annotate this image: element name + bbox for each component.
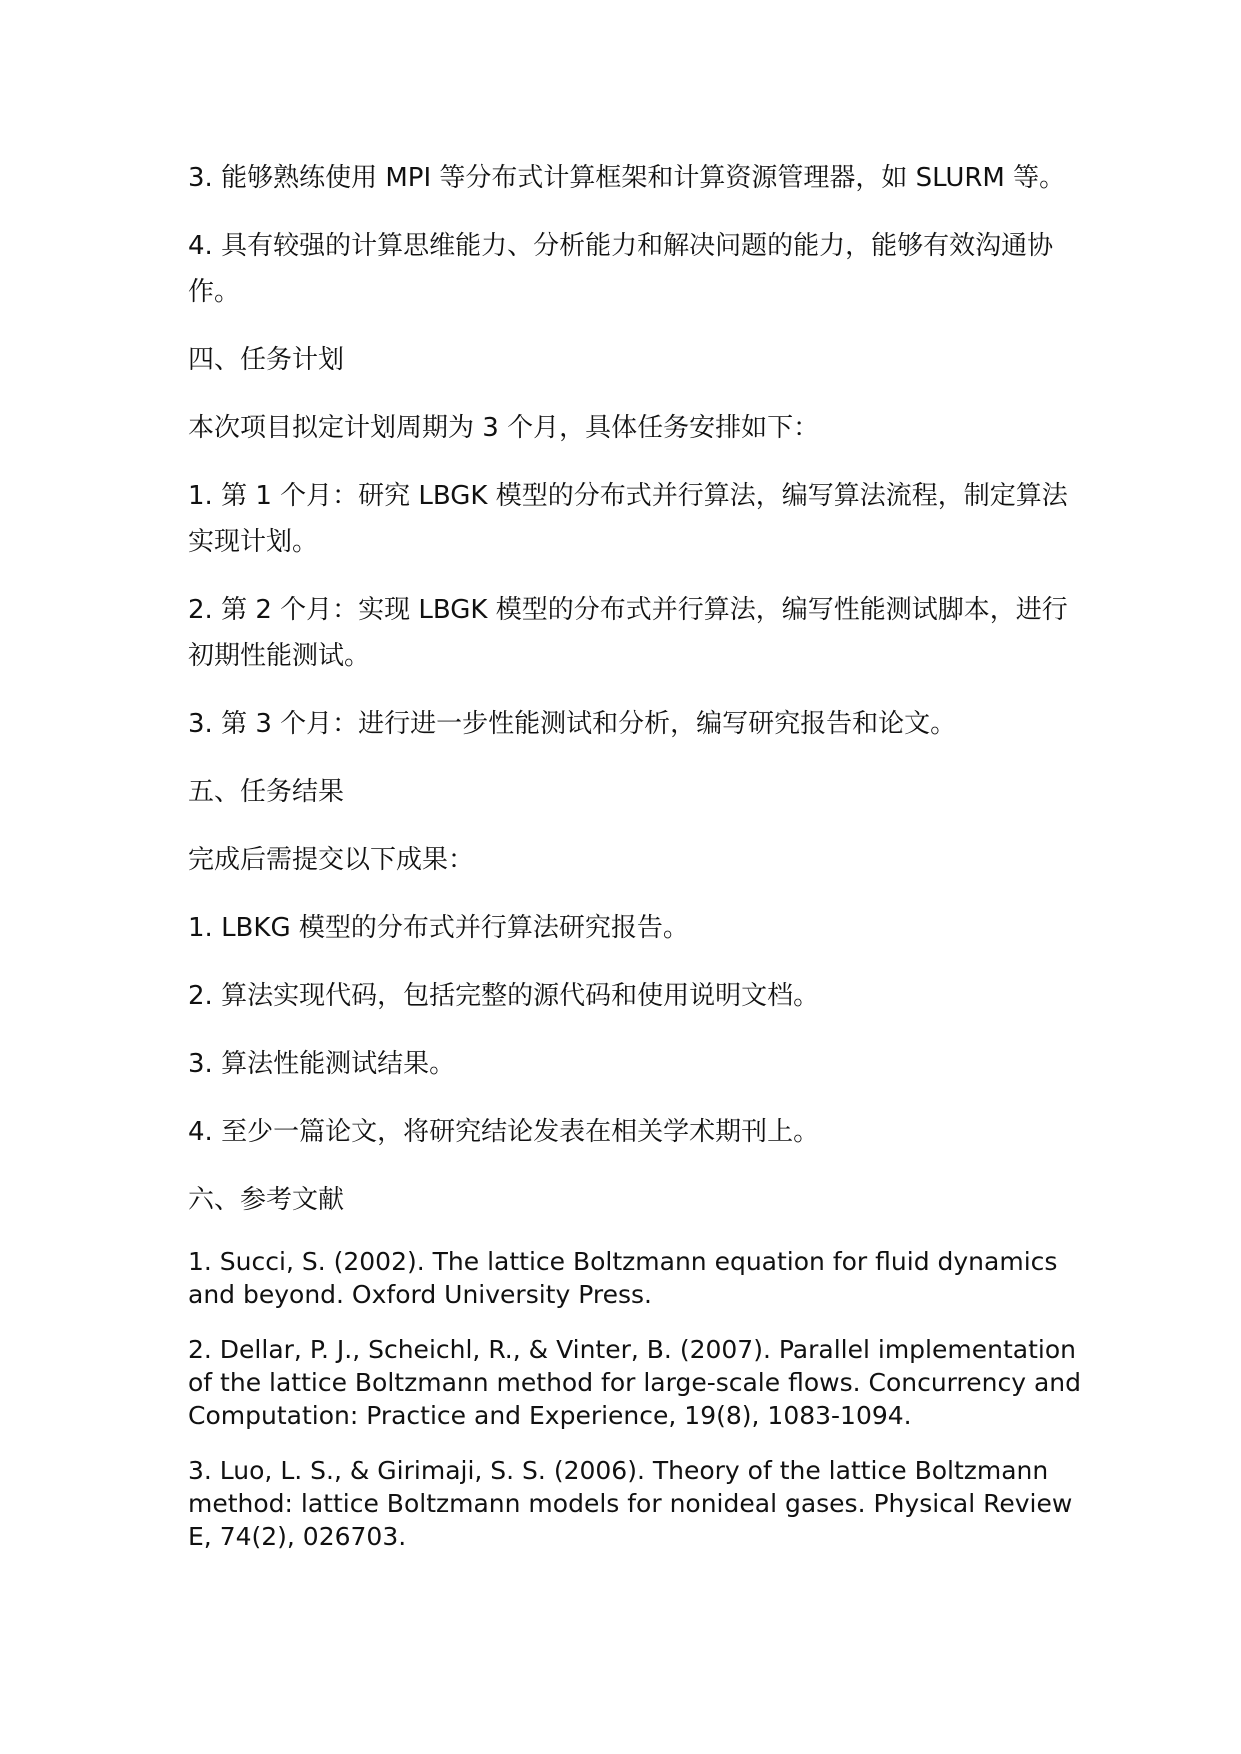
reference-item-3: 3. Luo, L. S., & Girimaji, S. S. (2006). Theory of the lattice Boltzmann method: lattice Boltzmann models for nonideal gases. Physical Review E, 74(2), 026703.	[188, 1456, 1073, 1551]
task-results-intro: 完成后需提交以下成果：	[188, 845, 475, 875]
section-heading-task-plan: 四、任务计划	[188, 345, 345, 375]
task-plan-month-3: 3. 第 3 个月：进行进一步性能测试和分析，编写研究报告和论文。	[188, 709, 957, 739]
reference-list	[188, 1245, 1088, 1553]
document-body	[188, 155, 1088, 1575]
task-plan-month-1: 1. 第 1 个月：研究 LBGK 模型的分布式并行算法，编写算法流程，制定算法实现计划。	[188, 481, 1068, 557]
task-plan-intro: 本次项目拟定计划周期为 3 个月，具体任务安排如下：	[188, 413, 820, 443]
result-item-1: 1. LBKG 模型的分布式并行算法研究报告。	[188, 913, 689, 943]
result-item-3: 3. 算法性能测试结果。	[188, 1049, 456, 1079]
requirement-item-3: 3. 能够熟练使用 MPI 等分布式计算框架和计算资源管理器，如 SLURM 等。	[188, 163, 1066, 193]
result-item-4: 4. 至少一篇论文，将研究结论发表在相关学术期刊上。	[188, 1117, 820, 1147]
section-heading-references: 六、参考文献	[188, 1185, 345, 1215]
section-heading-task-results: 五、任务结果	[188, 777, 345, 807]
reference-item-1: 1. Succi, S. (2002). The lattice Boltzmann equation for fluid dynamics and beyond. Oxford University Press.	[188, 1247, 1058, 1309]
task-plan-month-2: 2. 第 2 个月：实现 LBGK 模型的分布式并行算法，编写性能测试脚本，进行初期性能测试。	[188, 595, 1068, 671]
requirement-item-4: 4. 具有较强的计算思维能力、分析能力和解决问题的能力，能够有效沟通协作。	[188, 231, 1054, 307]
reference-item-2: 2. Dellar, P. J., Scheichl, R., & Vinter, B. (2007). Parallel implementation of the lattice Boltzmann method for large-scale flows. Concurrency and Computation: Practice and Experience, 19(8), 1083-1094.	[188, 1335, 1081, 1430]
result-item-2: 2. 算法实现代码，包括完整的源代码和使用说明文档。	[188, 981, 820, 1011]
